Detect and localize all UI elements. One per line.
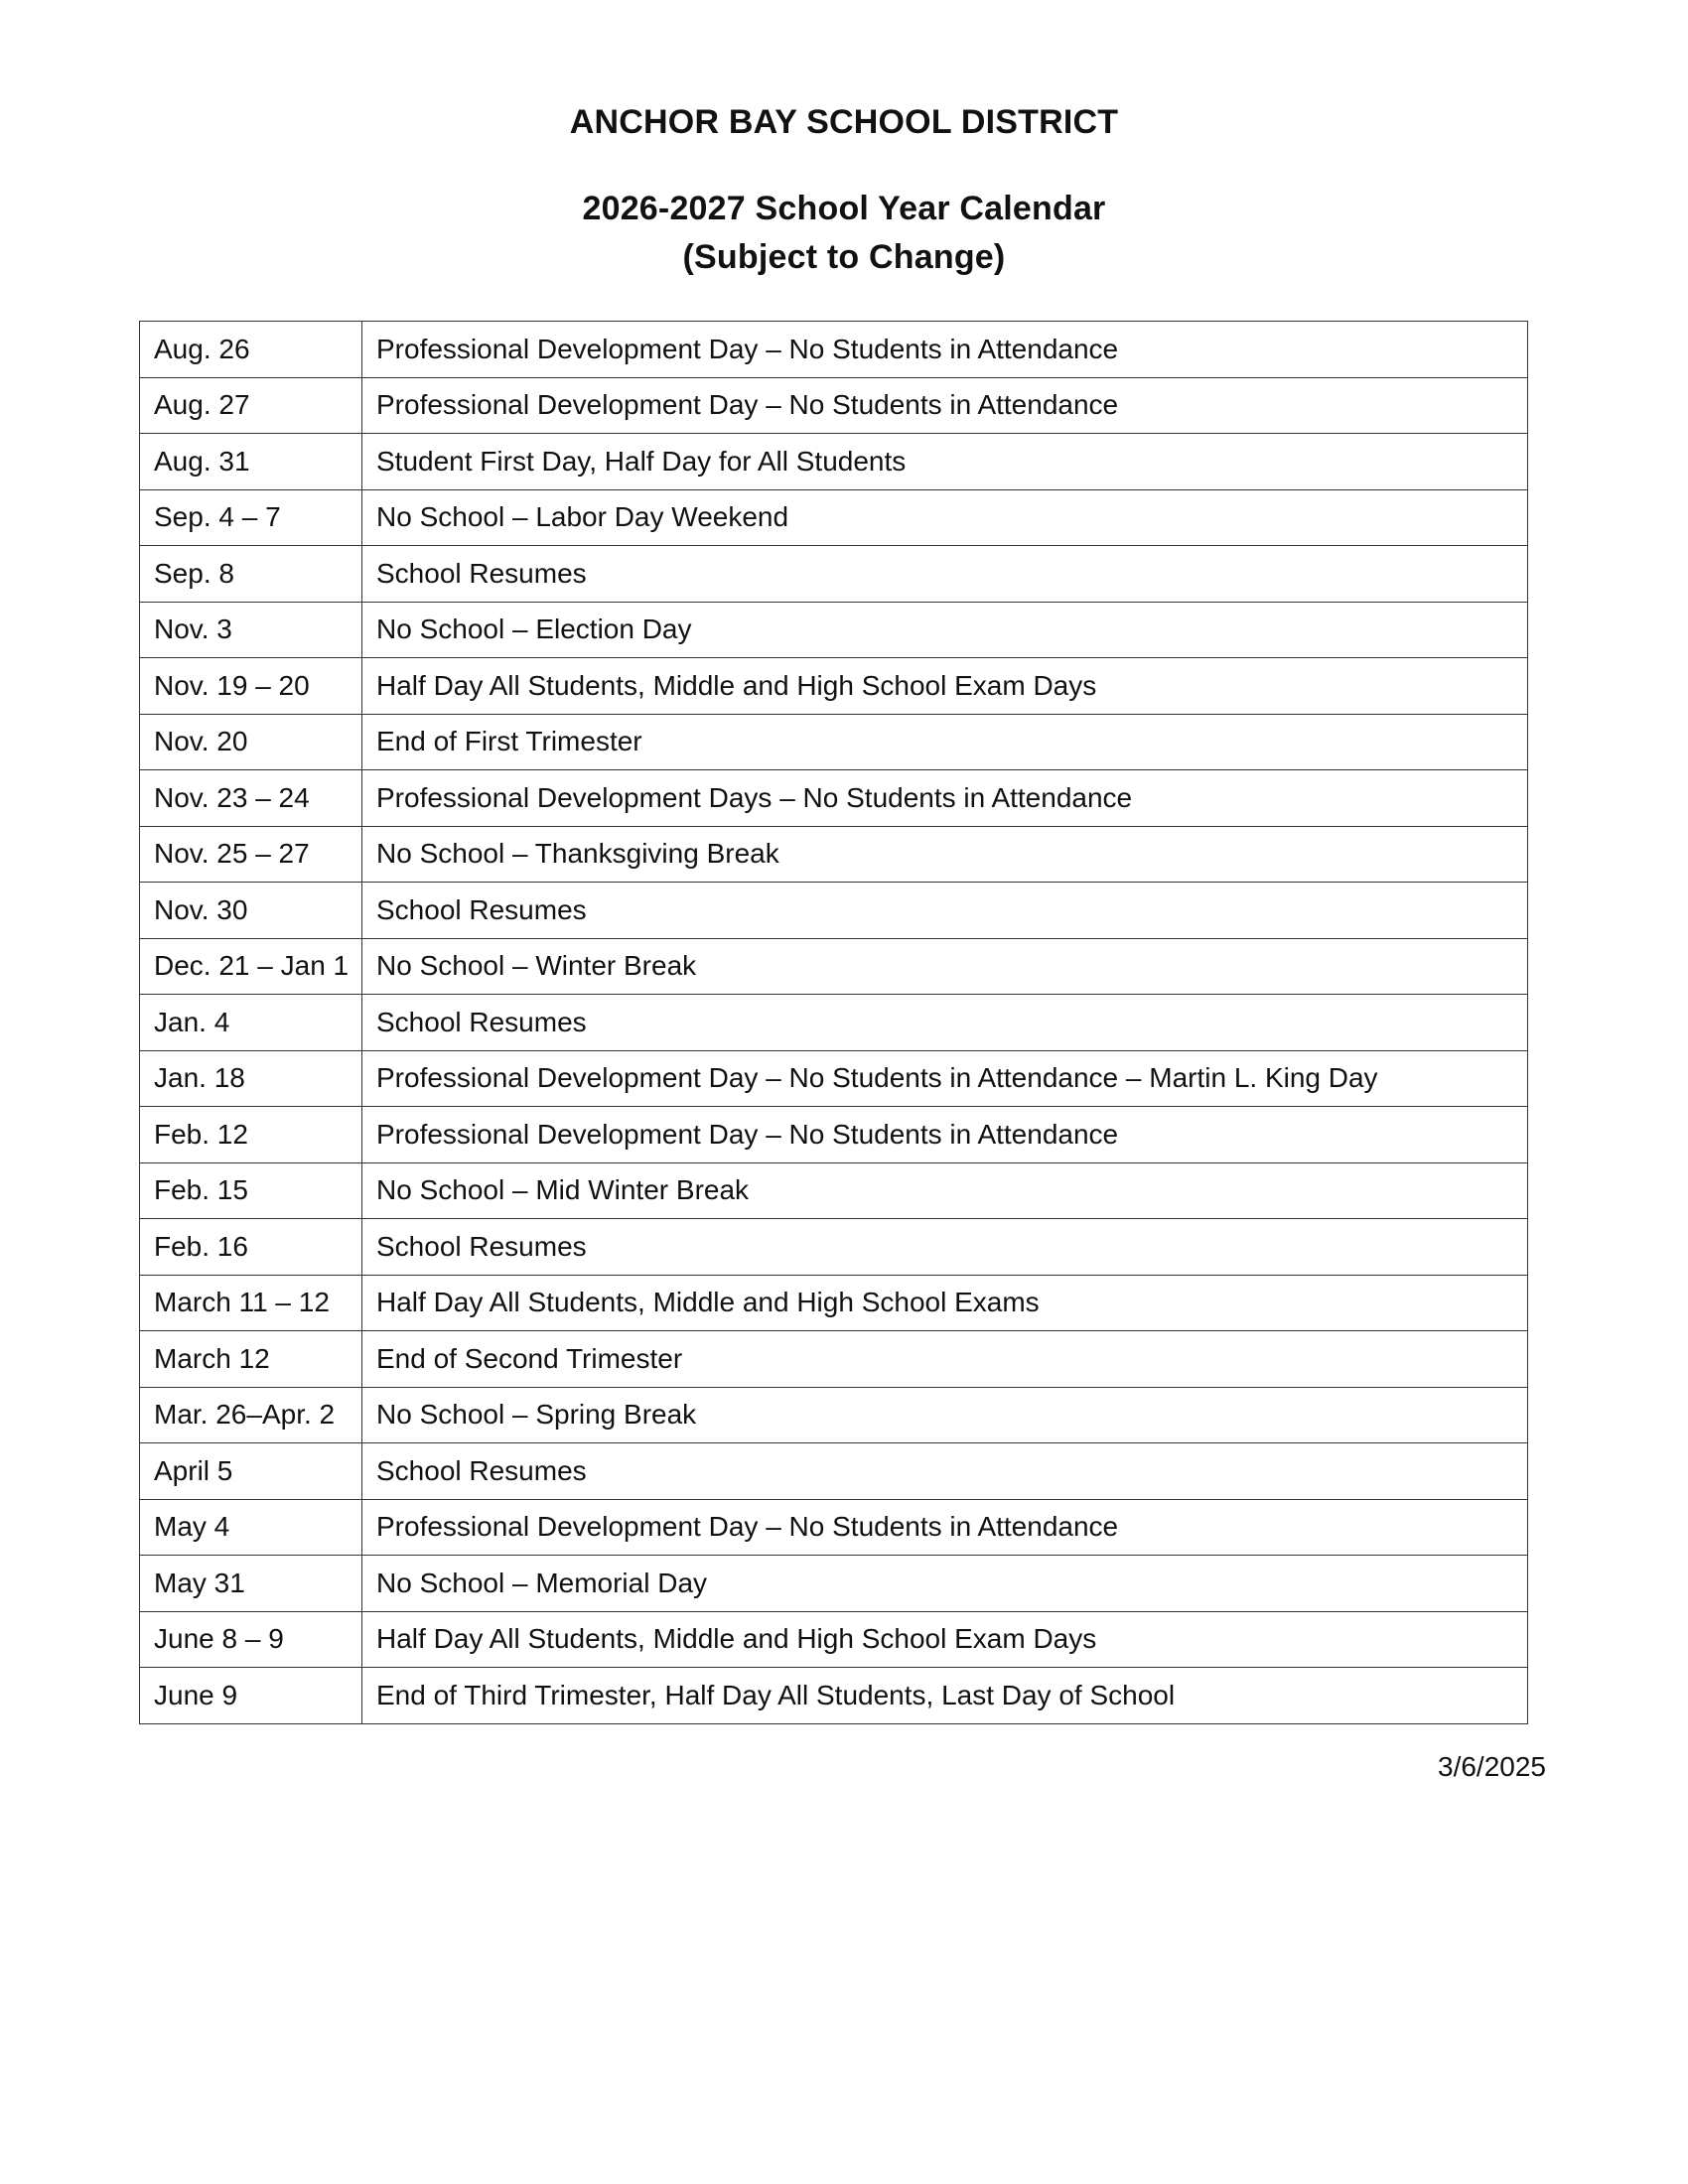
table-row (140, 770, 1528, 827)
event-cell: Student First Day, Half Day for All Students (362, 434, 1528, 490)
date-cell: Feb. 16 (140, 1219, 362, 1276)
event-cell: No School – Thanksgiving Break (362, 826, 1528, 883)
table-row (140, 1611, 1528, 1668)
table-row (140, 1275, 1528, 1331)
table-row (140, 1107, 1528, 1163)
event-cell: No School – Election Day (362, 602, 1528, 658)
date-cell: Nov. 30 (140, 883, 362, 939)
date-cell: March 11 – 12 (140, 1275, 362, 1331)
page-subtitle: (Subject to Change) (682, 238, 1006, 276)
table-row (140, 714, 1528, 770)
event-cell: Professional Development Day – No Students in Attendance (362, 322, 1528, 378)
event-cell: End of First Trimester (362, 714, 1528, 770)
table-row (140, 1387, 1528, 1443)
event-cell: Professional Development Day – No Students in Attendance (362, 1107, 1528, 1163)
date-cell: June 8 – 9 (140, 1611, 362, 1668)
table-row (140, 489, 1528, 546)
event-cell: No School – Spring Break (362, 1387, 1528, 1443)
table-row (140, 995, 1528, 1051)
table-row (140, 938, 1528, 995)
event-cell: No School – Winter Break (362, 938, 1528, 995)
event-cell: Professional Development Days – No Students in Attendance (362, 770, 1528, 827)
date-cell: Aug. 27 (140, 377, 362, 434)
table-row (140, 322, 1528, 378)
table-row (140, 1219, 1528, 1276)
date-cell: Nov. 23 – 24 (140, 770, 362, 827)
event-cell: Half Day All Students, Middle and High School Exam Days (362, 658, 1528, 715)
table-row (140, 377, 1528, 434)
revision-date: 3/6/2025 (1438, 1751, 1546, 1782)
event-cell: School Resumes (362, 883, 1528, 939)
event-cell: Professional Development Day – No Students in Attendance (362, 1499, 1528, 1556)
date-cell: Sep. 4 – 7 (140, 489, 362, 546)
date-cell: Nov. 25 – 27 (140, 826, 362, 883)
date-cell: Nov. 19 – 20 (140, 658, 362, 715)
table-row (140, 826, 1528, 883)
date-cell: Nov. 3 (140, 602, 362, 658)
event-cell: Professional Development Day – No Students in Attendance (362, 377, 1528, 434)
table-row (140, 546, 1528, 603)
event-cell: School Resumes (362, 546, 1528, 603)
date-cell: Feb. 12 (140, 1107, 362, 1163)
event-cell: School Resumes (362, 1219, 1528, 1276)
date-cell: Sep. 8 (140, 546, 362, 603)
page-title: 2026-2027 School Year Calendar (582, 190, 1106, 227)
date-cell: Jan. 4 (140, 995, 362, 1051)
date-cell: March 12 (140, 1331, 362, 1388)
event-cell: No School – Labor Day Weekend (362, 489, 1528, 546)
date-cell: April 5 (140, 1443, 362, 1500)
event-cell: End of Third Trimester, Half Day All Students, Last Day of School (362, 1668, 1528, 1724)
date-cell: Jan. 18 (140, 1050, 362, 1107)
table-row (140, 883, 1528, 939)
district-name: ANCHOR BAY SCHOOL DISTRICT (569, 103, 1119, 141)
event-cell: Half Day All Students, Middle and High School Exam Days (362, 1611, 1528, 1668)
event-cell: No School – Memorial Day (362, 1556, 1528, 1612)
event-cell: School Resumes (362, 1443, 1528, 1500)
event-cell: Professional Development Day – No Students in Attendance – Martin L. King Day (362, 1050, 1528, 1107)
date-cell: June 9 (140, 1668, 362, 1724)
date-cell: Aug. 31 (140, 434, 362, 490)
table-row (140, 434, 1528, 490)
event-cell: Half Day All Students, Middle and High School Exams (362, 1275, 1528, 1331)
date-cell: Aug. 26 (140, 322, 362, 378)
table-row (140, 602, 1528, 658)
date-cell: Dec. 21 – Jan 1 (140, 938, 362, 995)
date-cell: Feb. 15 (140, 1162, 362, 1219)
date-cell: Nov. 20 (140, 714, 362, 770)
table-row (140, 1668, 1528, 1724)
date-cell: Mar. 26–Apr. 2 (140, 1387, 362, 1443)
table-row (140, 1050, 1528, 1107)
event-cell: School Resumes (362, 995, 1528, 1051)
event-cell: End of Second Trimester (362, 1331, 1528, 1388)
table-row (140, 1162, 1528, 1219)
table-row (140, 1331, 1528, 1388)
table-row (140, 1443, 1528, 1500)
table-row (140, 658, 1528, 715)
date-cell: May 4 (140, 1499, 362, 1556)
table-row (140, 1556, 1528, 1612)
event-cell: No School – Mid Winter Break (362, 1162, 1528, 1219)
date-cell: May 31 (140, 1556, 362, 1612)
table-row (140, 1499, 1528, 1556)
calendar-table (139, 321, 1528, 1724)
calendar-table-body (140, 322, 1528, 1724)
